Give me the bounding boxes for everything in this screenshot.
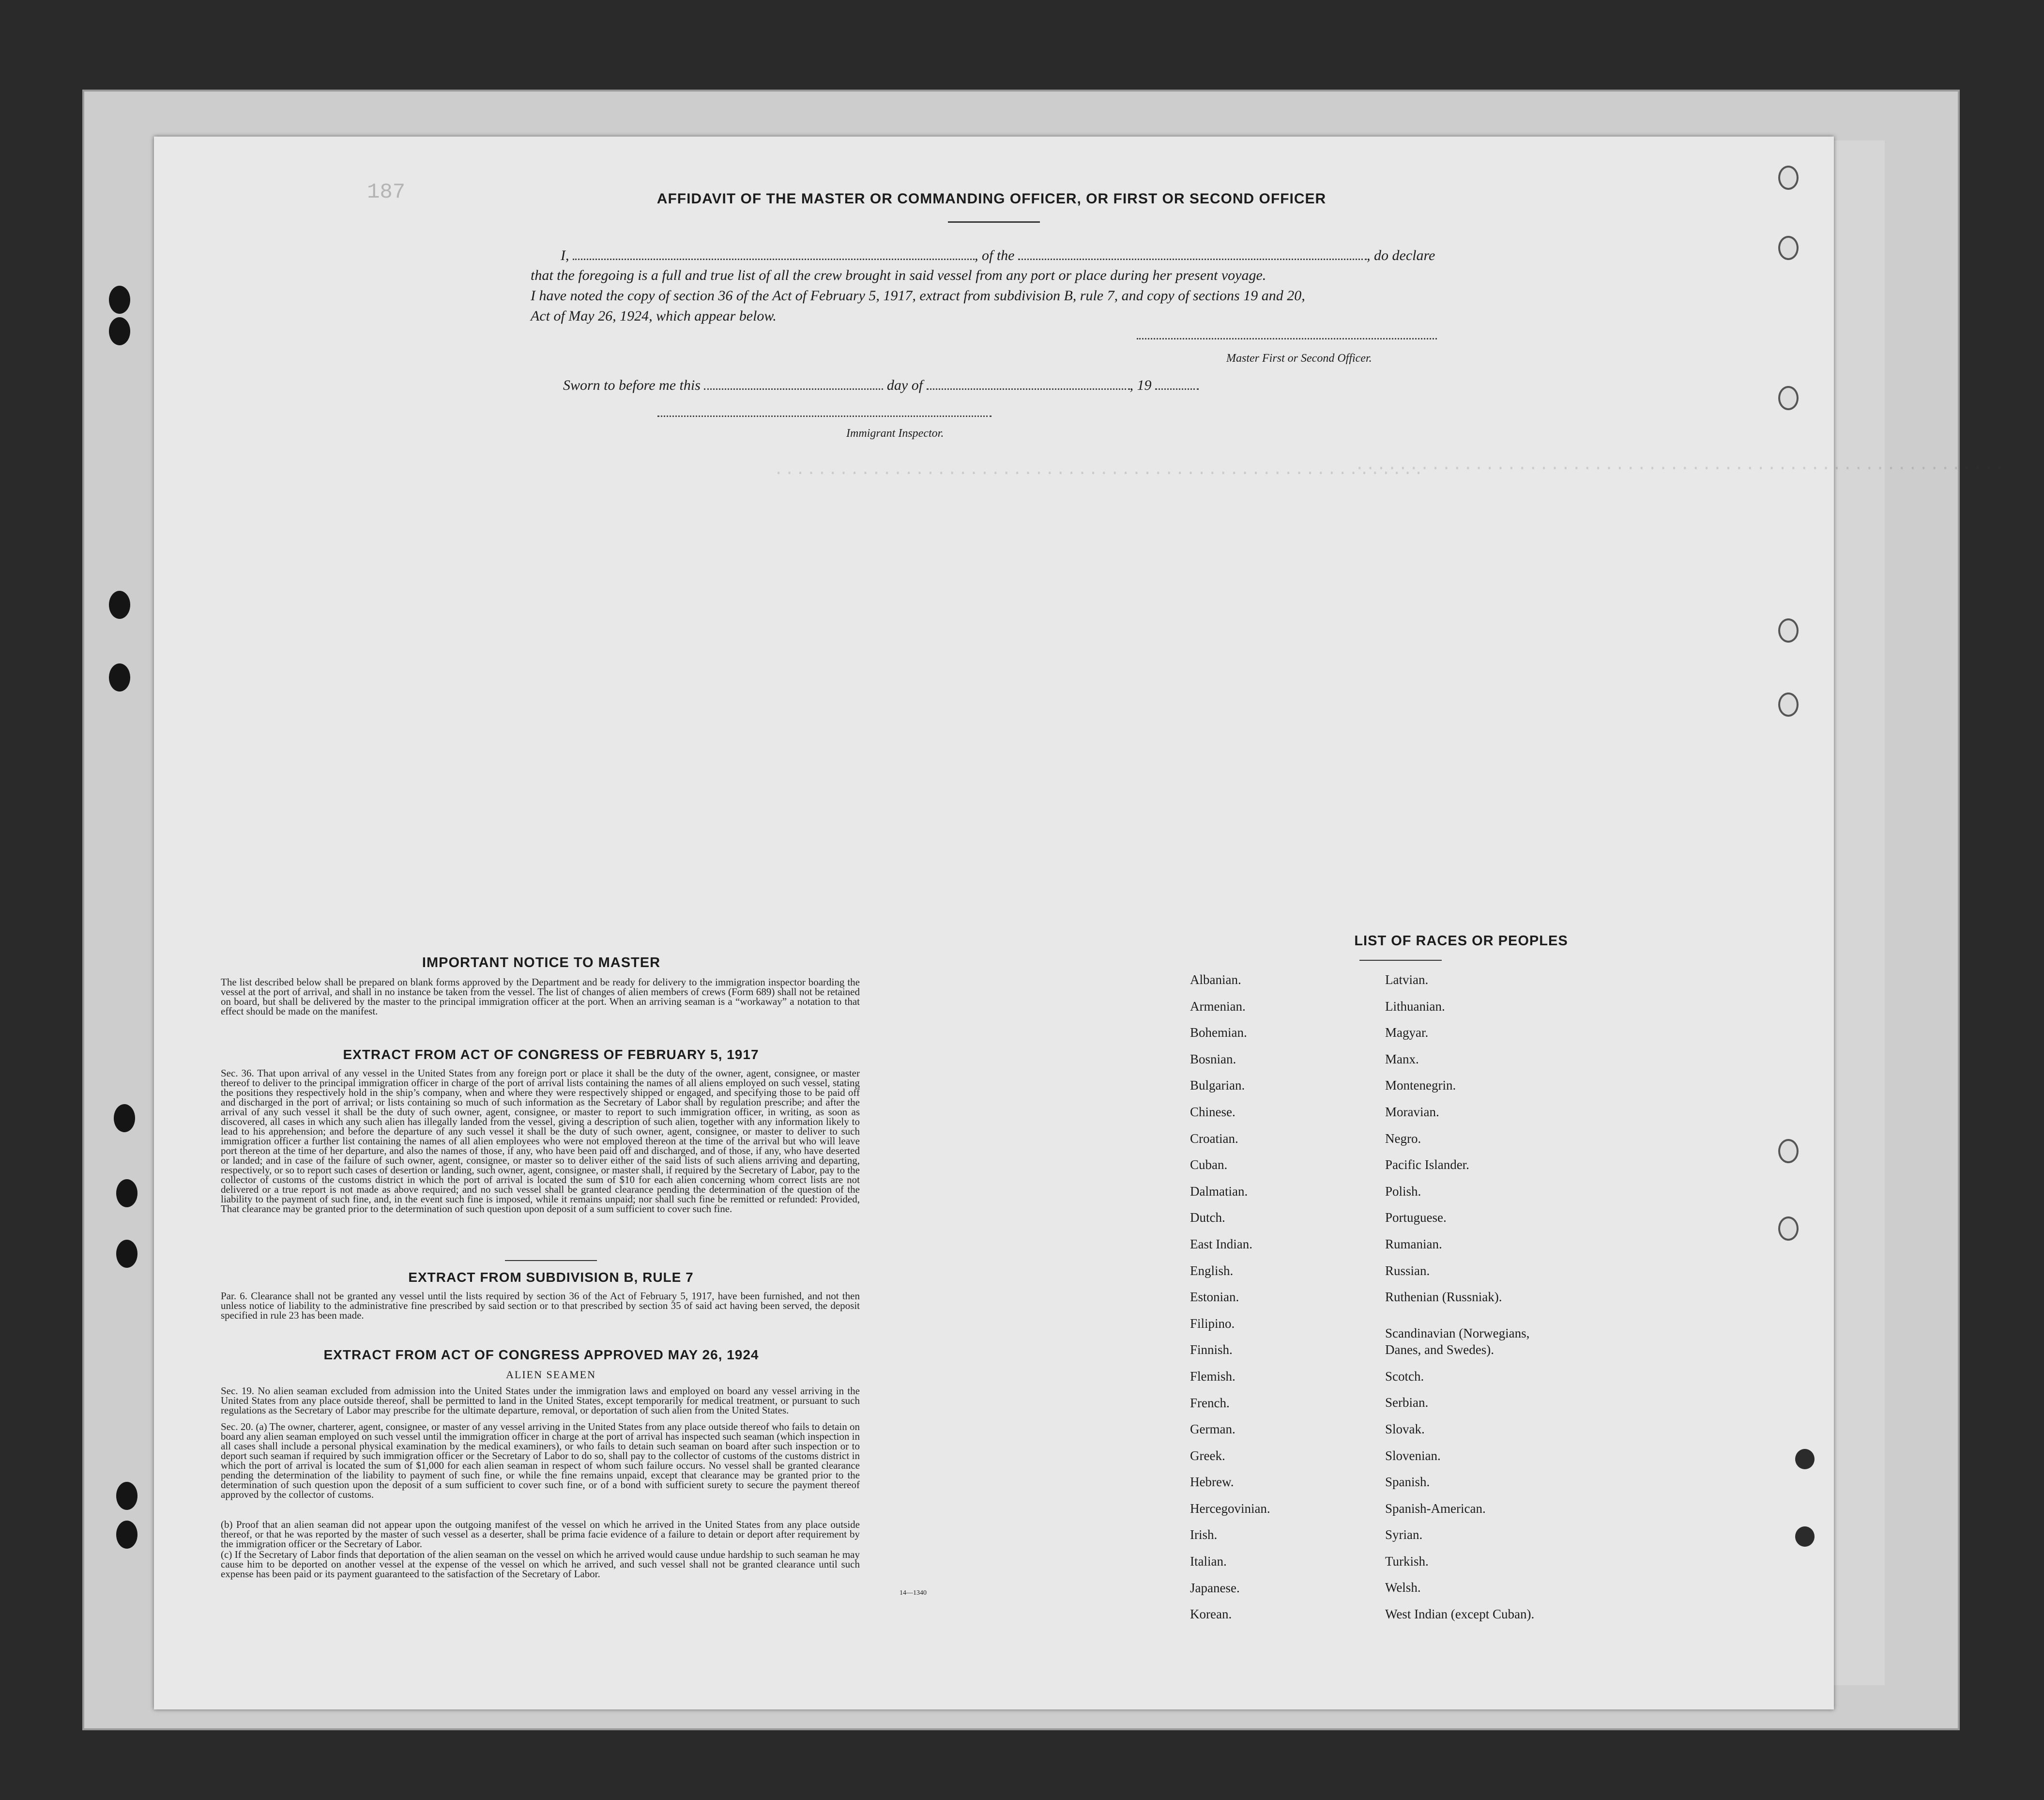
sec19-text: Sec. 19. No alien seaman excluded from admission into the United States under the immigration laws and employed on board any vessel arriving in the United States from any place outside thereof, shall be permitted to land in the United States, except temporarily for medical treatment, or pursuant to such regulations as the Secretary of Labor may prescribe for the ultimate departure, removal, or deportation of such alien from the United States. — [221, 1385, 860, 1416]
race-item: Moravian. — [1385, 1104, 1439, 1119]
race-item: Bosnian. — [1190, 1051, 1236, 1066]
race-item: Bohemian. — [1190, 1025, 1247, 1040]
punch-hole — [114, 1104, 135, 1132]
race-item: Russian. — [1385, 1263, 1430, 1278]
race-item: Scotch. — [1385, 1369, 1424, 1384]
race-item: Japanese. — [1190, 1580, 1240, 1595]
bleed-through-text: ............................................................ — [774, 461, 1425, 479]
extract-1924-title: EXTRACT FROM ACT OF CONGRESS APPROVED MAY 26, 1924 — [323, 1347, 759, 1362]
signature-label: Master First or Second Officer. — [1226, 352, 1372, 365]
race-item: French. — [1190, 1395, 1230, 1410]
races-rule — [1359, 960, 1442, 961]
race-item: Slovak. — [1385, 1421, 1425, 1436]
year-blank[interactable] — [1155, 374, 1199, 390]
affidavit-line4: Act of May 26, 1924, which appear below. — [531, 308, 777, 324]
race-item: German. — [1190, 1422, 1236, 1437]
race-item: Bulgarian. — [1190, 1078, 1245, 1093]
race-item: Croatian. — [1190, 1131, 1238, 1146]
rule7-title: EXTRACT FROM SUBDIVISION B, RULE 7 — [408, 1270, 694, 1285]
form-number: 14—1340 — [900, 1589, 927, 1597]
race-item: East Indian. — [1190, 1236, 1252, 1251]
race-item: Hebrew. — [1190, 1475, 1234, 1490]
alien-seamen-subtitle: ALIEN SEAMEN — [506, 1369, 596, 1381]
affidavit-line1 — [561, 244, 1606, 264]
race-item: Irish. — [1190, 1527, 1218, 1542]
race-item: Turkish. — [1385, 1554, 1429, 1569]
race-item: Syrian. — [1385, 1527, 1423, 1542]
vessel-blank[interactable] — [1018, 244, 1367, 260]
punch-hole — [116, 1179, 137, 1207]
race-item: Rumanian. — [1385, 1236, 1442, 1251]
dark-hole — [1795, 1449, 1815, 1469]
sec20c-text: (c) If the Secretary of Labor finds that deportation of the alien seaman on the vessel on which he arrived would cause undue hardship to such seaman he may cause him to be deported on another vessel at the expense of the vessel on which he arrived, and such vessel shall not be granted clearance until such expense has been paid or its payment guaranteed to the satisfaction of the Secretary of Labor. — [221, 1549, 860, 1580]
race-item: Danes, and Swedes). — [1385, 1342, 1494, 1357]
inspector-label: Immigrant Inspector. — [846, 427, 944, 440]
race-item: Latvian. — [1385, 972, 1429, 987]
race-item: Montenegrin. — [1385, 1078, 1456, 1093]
day-of-label: day of — [886, 377, 923, 393]
race-item: Scandinavian (Norwegians, — [1385, 1325, 1530, 1340]
race-item: Ruthenian (Russniak). — [1385, 1290, 1502, 1305]
punch-hole — [109, 591, 130, 619]
i-label: I, — [561, 247, 569, 263]
manifest-page — [154, 137, 2006, 1709]
day-blank[interactable] — [704, 374, 883, 390]
sec20a-text: Sec. 20. (a) The owner, charterer, agent, consignee, or master of any vessel arriving in the United States from any place outside thereof who fails to detain on board any alien seaman employed on such vessel until the immigration officer in charge at the port of arrival has inspected such seaman (which inspection in all cases shall include a personal physical examination by the medical examiners), or who fails to detain such seaman on board after such inspection or to deport such seaman if required by such immigration officer or the Secretary of Labor to do so, shall pay to the collector of customs of the customs district in which the port of arrival is located the sum of $1,000 for each alien seaman in respect of whom such failure occurs. No vessel shall be granted clearance pending the determination of the liability to payment of such fine, or while the fine remains unpaid, except that clearance may be granted prior to the determination of such question upon the deposit of a sum sufficient to cover such fine, or of a bond with sufficient surety to secure the payment thereof approved by the collector of customs. — [221, 1421, 860, 1500]
affidavit-line2: that the foregoing is a full and true list of all the crew brought in said vessel from any port or place during her present voyage. — [531, 267, 1266, 283]
race-item: Albanian. — [1190, 972, 1241, 987]
race-item: Finnish. — [1190, 1342, 1233, 1357]
title-rule — [948, 221, 1040, 223]
race-item: Spanish-American. — [1385, 1501, 1486, 1516]
ring-hole — [1778, 236, 1799, 260]
extract-1917-text: Sec. 36. That upon arrival of any vessel in the United States from any foreign port or place it shall be the duty of the owner, agent, consignee, or master thereof to deliver to the principal immigration officer in charge of the port of arrival lists containing the names of all aliens employed on such vessel, stating the positions they respectively hold in the ship’s company, when and where they were respectively shipped or engaged, and specifying those to be paid off and discharged in the port of arrival; or lists containing so much of such information as the Secretary of Labor shall by regulation prescribe; and after the arrival of any such vessel it shall be the duty of such owner, agent, consignee, or master to report to such immigration officer, in writing, as soon as discovered, all cases in which any such alien has illegally landed from the vessel, giving a description of such alien, together with any information likely to lead to his apprehension; and before the departure of any such vessel it shall be the duty of such owner, agent, consignee, or master to deliver to such immigration officer a further list containing the names of all alien employees who were not employed thereon at the time of the arrival but who will leave port thereon at the time of her departure, and also the names of those, if any, who have been paid off and discharged, and of those, if any, who have deserted or landed; and in case of the failure of such owner, agent, consignee, or master so to deliver either of the said lists of such aliens arriving and departing, respectively, or so to report such cases of desertion or landing, such owner, agent, consignee, or master shall, if required by the Secretary of Labor, pay to the collector of customs of the customs district in which the port of arrival is located the sum of $10 for each alien concerning whom correct lists are not delivered or a true report is not made as above required; and no such vessel shall be granted clearance pending the determination of the question of the liability to the payment of such fine, and, in the event such fine is imposed, while it remains unpaid; nor shall such fine be remitted or refunded: Provided, That clearance may be granted prior to the determination of such question upon deposit of a sum sufficient to cover such fine. — [221, 1067, 860, 1215]
rule7-text: Par. 6. Clearance shall not be granted any vessel until the lists required by section 36 of the Act of February 5, 1917, have been furnished, and not then unless notice of liability to the administrative fine prescribed by said section or to that prescribed by section 35 of said act having been served, the deposit specified in rule 23 has been made. — [221, 1290, 860, 1321]
sworn-line — [563, 374, 1434, 394]
notice-text: The list described below shall be prepared on blank forms approved by the Department and be ready for delivery to the immigration inspector boarding the vessel at the port of arrival, and shall in no instance be taken from the vessel. The list of changes of alien members of crews (Form 689) shall not be retained on board, but shall be delivered by the master to the principal immigration officer at the port. When an arriving seaman is a “workaway” a notation to that effect should be made on the manifest. — [221, 976, 860, 1017]
race-item: Magyar. — [1385, 1025, 1429, 1040]
punch-hole — [116, 1521, 137, 1549]
race-item: Cuban. — [1190, 1157, 1228, 1172]
declare-label: , do declare — [1367, 247, 1435, 263]
race-item: Pacific Islander. — [1385, 1157, 1469, 1172]
ring-hole — [1778, 1216, 1799, 1241]
ring-hole — [1778, 618, 1799, 643]
race-item: Welsh. — [1385, 1580, 1421, 1595]
punch-hole — [109, 317, 130, 345]
race-item: Dalmatian. — [1190, 1184, 1248, 1199]
race-item: Portuguese. — [1385, 1210, 1447, 1225]
stamp-number: 187 — [367, 180, 406, 204]
ring-hole — [1778, 386, 1799, 410]
affidavit-title: AFFIDAVIT OF THE MASTER OR COMMANDING OFFICER, OR FIRST OR SECOND OFFICER — [656, 191, 1327, 207]
race-item: Chinese. — [1190, 1104, 1236, 1119]
race-item: Greek. — [1190, 1448, 1225, 1463]
race-item: Manx. — [1385, 1051, 1419, 1066]
punch-hole — [109, 286, 130, 314]
ring-hole — [1778, 166, 1799, 190]
races-title: LIST OF RACES OR PEOPLES — [1354, 933, 1568, 949]
sec20b-text: (b) Proof that an alien seaman did not appear upon the outgoing manifest of the vessel on which he arrived in the United States from any place outside thereof, or that he was reported by the master of such vessel as a deserter, shall be prima facie evidence of a failure to detain or deport after requirement by the immigration officer or the Secretary of Labor. — [221, 1519, 860, 1550]
of-the-label: , of the — [975, 247, 1015, 263]
race-item: Hercegovinian. — [1190, 1501, 1270, 1516]
month-blank[interactable] — [927, 374, 1130, 390]
notice-title: IMPORTANT NOTICE TO MASTER — [422, 955, 661, 970]
punch-hole — [116, 1240, 137, 1268]
races-left-column — [1190, 972, 1359, 1633]
inspector-blank[interactable] — [657, 408, 991, 417]
signature-blank[interactable] — [1137, 330, 1437, 339]
ring-hole — [1778, 692, 1799, 717]
name-blank[interactable] — [573, 244, 975, 260]
race-item: Armenian. — [1190, 999, 1246, 1014]
dark-hole — [1795, 1526, 1815, 1547]
race-item: Lithuanian. — [1385, 999, 1445, 1014]
punch-hole — [116, 1482, 137, 1510]
race-item: Slovenian. — [1385, 1448, 1441, 1463]
race-item: Negro. — [1385, 1131, 1421, 1146]
race-item: Flemish. — [1190, 1369, 1236, 1384]
bleed-through-text: ............................................................ — [1355, 456, 2006, 475]
race-item: Dutch. — [1190, 1210, 1225, 1225]
section-rule — [505, 1260, 597, 1261]
sworn-label: Sworn to before me this — [563, 377, 701, 393]
affidavit-line3: I have noted the copy of section 36 of the Act of February 5, 1917, extract from subdivision B, rule 7, and copy of sections 19 and 20, — [531, 288, 1305, 304]
races-right-column — [1385, 972, 1676, 1633]
race-item: Filipino. — [1190, 1316, 1235, 1331]
punch-hole — [109, 663, 130, 692]
race-item: Serbian. — [1385, 1395, 1429, 1410]
race-item: West Indian (except Cuban). — [1385, 1607, 1535, 1622]
race-item: Spanish. — [1385, 1475, 1430, 1490]
ring-hole — [1778, 1139, 1799, 1163]
race-item: Italian. — [1190, 1554, 1227, 1569]
race-item: Polish. — [1385, 1184, 1421, 1199]
race-item: Estonian. — [1190, 1290, 1239, 1305]
extract-1917-title: EXTRACT FROM ACT OF CONGRESS OF FEBRUARY 5, 1917 — [343, 1047, 759, 1062]
year-label: , 19 — [1129, 377, 1152, 393]
race-item: Korean. — [1190, 1607, 1232, 1622]
race-item: English. — [1190, 1263, 1234, 1278]
